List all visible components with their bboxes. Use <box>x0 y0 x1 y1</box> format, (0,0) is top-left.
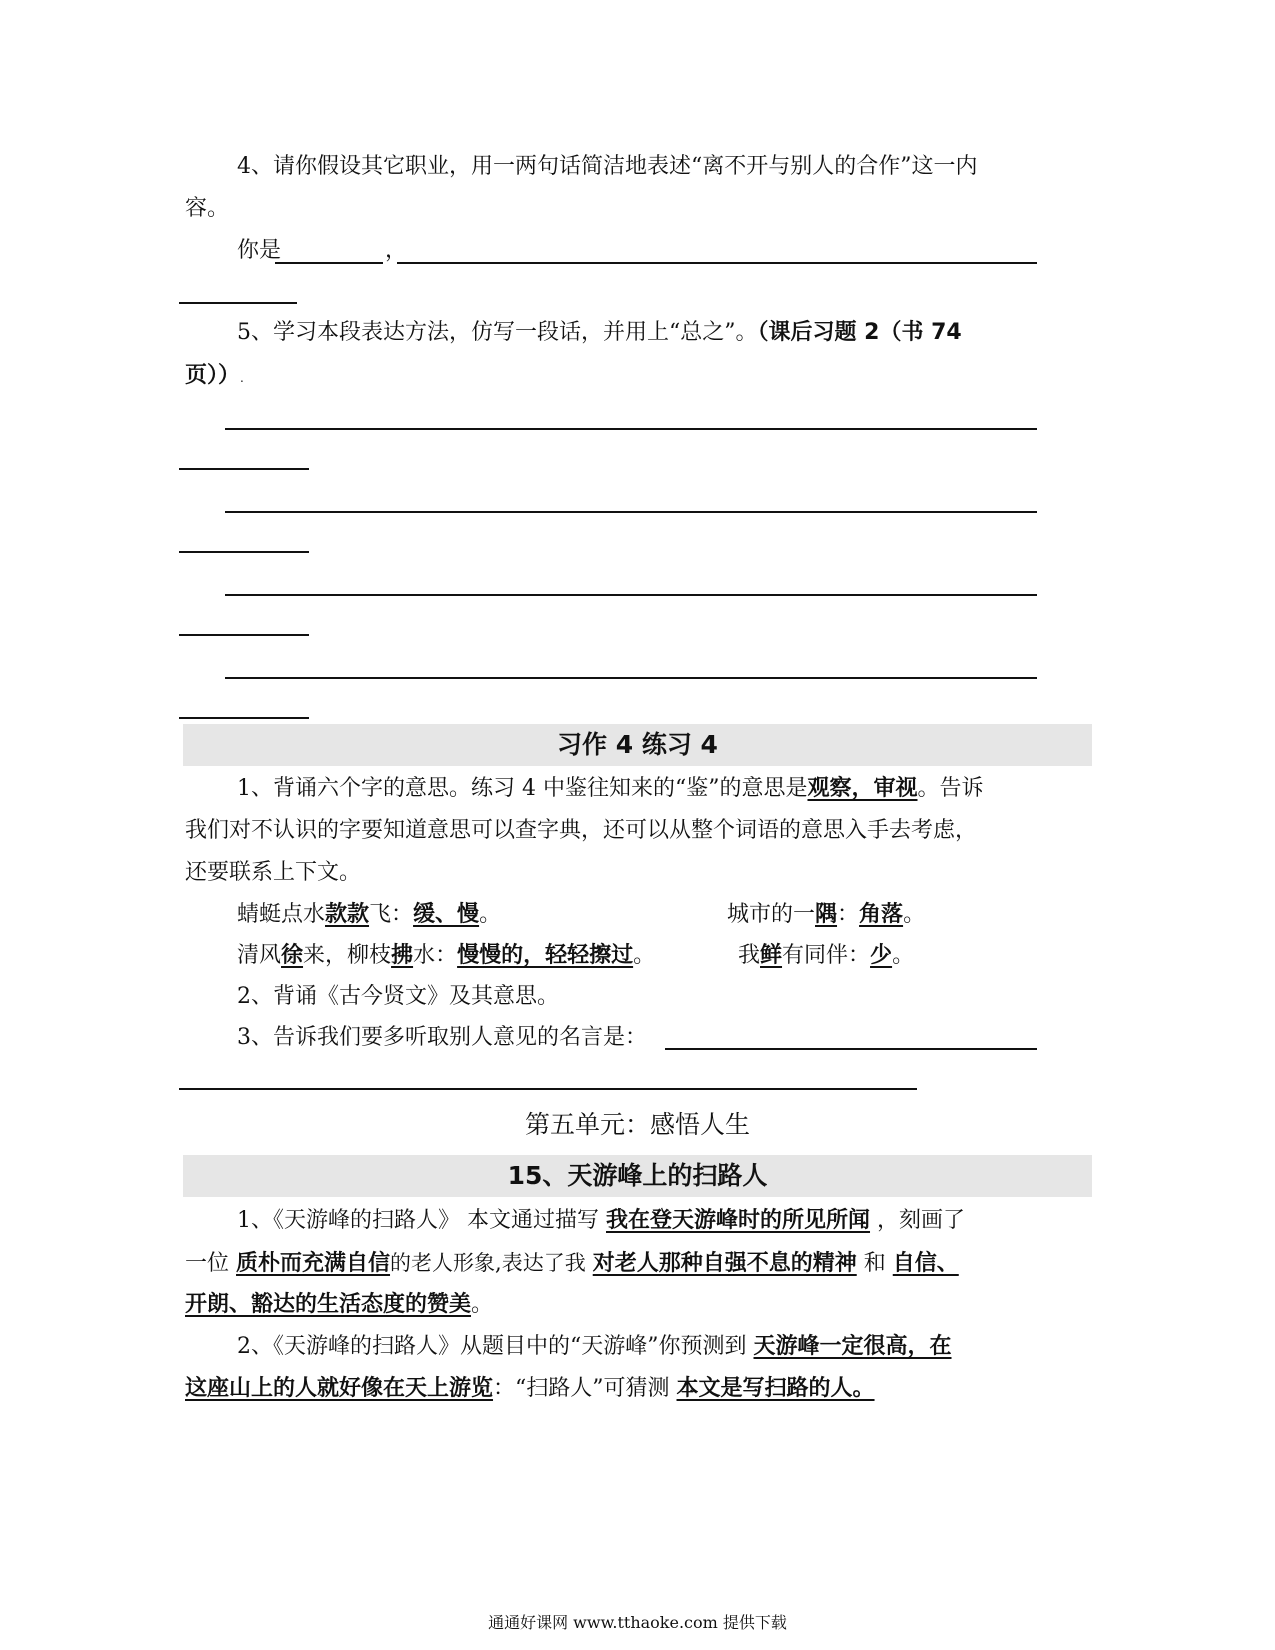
document-page <box>185 0 1090 1650</box>
q4-blank-answer-cont[interactable] <box>179 302 297 304</box>
s2-q2-answer1a: 天游峰一定很高，在 <box>753 1334 952 1359</box>
s2-q2-line2 <box>185 1374 1090 1404</box>
q4-blank-answer[interactable] <box>397 262 1037 264</box>
s2-q1-text5: 和 <box>863 1251 886 1276</box>
s1-r1-post: 飞： <box>369 902 414 927</box>
s1-q1-answer: 观察，审视 <box>807 776 918 801</box>
s1-q1-text-end: 。告诉 <box>917 776 984 801</box>
s1-r1-end: 。 <box>479 902 502 927</box>
s1-q2: 2、背诵《古今贤文》及其意思。 <box>237 984 559 1009</box>
q4-blank-job[interactable] <box>275 262 383 264</box>
s1-r2b-answer: 少 <box>870 943 893 968</box>
q5-text: 5、学习本段表达方法，仿写一段话，并用上“总之”。 <box>237 320 758 345</box>
s1-q3-blank-cont[interactable] <box>179 1088 917 1090</box>
s2-q1-text: 1、《天游峰的扫路人》 本文通过描写 <box>237 1208 599 1233</box>
s2-q2-text: 2、《天游峰的扫路人》从题目中的“天游峰”你预测到 <box>237 1334 747 1359</box>
q4-prompt-label: 你是 <box>237 238 282 263</box>
q5-line2 <box>185 361 1090 393</box>
q5-note: （课后习题 2（书 74 <box>757 320 962 345</box>
q5-blank-4-cont[interactable] <box>179 717 309 719</box>
section-title-lesson15: 15、天游峰上的扫路人 <box>183 1155 1092 1197</box>
s2-q2-text2: ：“扫路人”可猜测 <box>493 1376 670 1401</box>
s2-q1-line3 <box>185 1290 1090 1320</box>
s1-r1b-answer: 角落 <box>859 902 904 927</box>
s1-r1b-pre: 城市的一 <box>727 902 816 927</box>
s1-r2b-end: 。 <box>892 943 915 968</box>
s1-r1-pre: 蜻蜓点水 <box>237 902 326 927</box>
s2-q1-answer3: 对老人那种自强不息的精神 <box>592 1251 857 1276</box>
q5-blank-1[interactable] <box>225 428 1037 430</box>
s2-q1-text3: 一位 <box>185 1251 230 1276</box>
s2-q1-line2 <box>185 1248 1090 1279</box>
s1-r2-answer: 慢慢的，轻轻擦过 <box>457 943 634 968</box>
s2-q1-text4: 的老人形象,表达了我 <box>390 1251 586 1275</box>
s1-r2-end: 。 <box>633 943 656 968</box>
s1-q1-line2: 我们对不认识的字要知道意思可以查字典，还可以从整个词语的意思入手去考虑， <box>185 818 978 843</box>
s1-r2-key2: 拂 <box>391 943 414 968</box>
q5-blank-1-cont[interactable] <box>179 468 309 470</box>
s1-r1b-key: 隅 <box>815 902 838 927</box>
s2-q1-answer4a: 自信、 <box>892 1251 959 1276</box>
q4-line2: 容。 <box>185 196 230 221</box>
footer-credit: 通通好课网 www.tthaoke.com 提供下载 <box>488 1613 787 1632</box>
section-title-xizuo4: 习作 4 练习 4 <box>183 724 1092 766</box>
s1-r1b-post: ： <box>837 902 860 927</box>
s1-r2-mid: 来，柳枝 <box>303 943 392 968</box>
s1-r2b-post: 有同伴： <box>782 943 871 968</box>
q4-line1: 4、请你假设其它职业，用一两句话简洁地表述“离不开与别人的合作”这一内 <box>237 154 978 179</box>
s1-q1-text: 1、背诵六个字的意思。练习 4 中鉴往知来的“鉴”的意思是 <box>237 776 808 801</box>
q5-dot: . <box>240 371 244 385</box>
q5-blank-2[interactable] <box>225 511 1037 513</box>
q4-comma: ， <box>385 238 408 263</box>
s2-q1-end: 。 <box>471 1292 494 1317</box>
q5-blank-3[interactable] <box>225 594 1037 596</box>
s2-q2-line1 <box>185 1332 1090 1362</box>
s1-q3: 3、告诉我们要多听取别人意见的名言是： <box>237 1025 647 1050</box>
unit-title: 第五单元：感悟人生 <box>524 1110 750 1139</box>
s2-q2-answer1b: 这座山上的人就好像在天上游览 <box>185 1376 494 1401</box>
s1-row2-right <box>738 941 1088 971</box>
s2-q1-answer4b: 开朗、豁达的生活态度的赞美 <box>185 1292 472 1317</box>
s1-q1-line3: 还要联系上下文。 <box>185 860 362 885</box>
q5-note-end: 页）） <box>185 363 241 388</box>
s1-r2-post: 水： <box>413 943 458 968</box>
s1-q1-line1 <box>185 774 1090 804</box>
s1-r1-answer: 缓、慢 <box>413 902 480 927</box>
s1-row1-right <box>727 900 1087 930</box>
s1-r2b-pre: 我 <box>738 943 761 968</box>
s2-q1-answer1: 我在登天游峰时的所见所闻 <box>606 1208 871 1233</box>
s1-q3-blank[interactable] <box>665 1048 1037 1050</box>
q5-blank-2-cont[interactable] <box>179 551 309 553</box>
s1-r1b-end: 。 <box>903 902 926 927</box>
q5-line1 <box>185 318 1090 348</box>
s1-r2-pre: 清风 <box>237 943 282 968</box>
s2-q1-text2: ，刻画了 <box>877 1208 966 1233</box>
q5-blank-3-cont[interactable] <box>179 634 309 636</box>
s1-r2-key1: 徐 <box>281 943 304 968</box>
s2-q2-answer2: 本文是写扫路的人。 <box>676 1376 875 1401</box>
s1-r1-key: 款款 <box>325 902 370 927</box>
s1-r2b-key: 鲜 <box>760 943 783 968</box>
q5-blank-4[interactable] <box>225 677 1037 679</box>
s2-q1-line1 <box>185 1206 1090 1236</box>
s2-q1-answer2: 质朴而充满自信 <box>236 1251 391 1276</box>
